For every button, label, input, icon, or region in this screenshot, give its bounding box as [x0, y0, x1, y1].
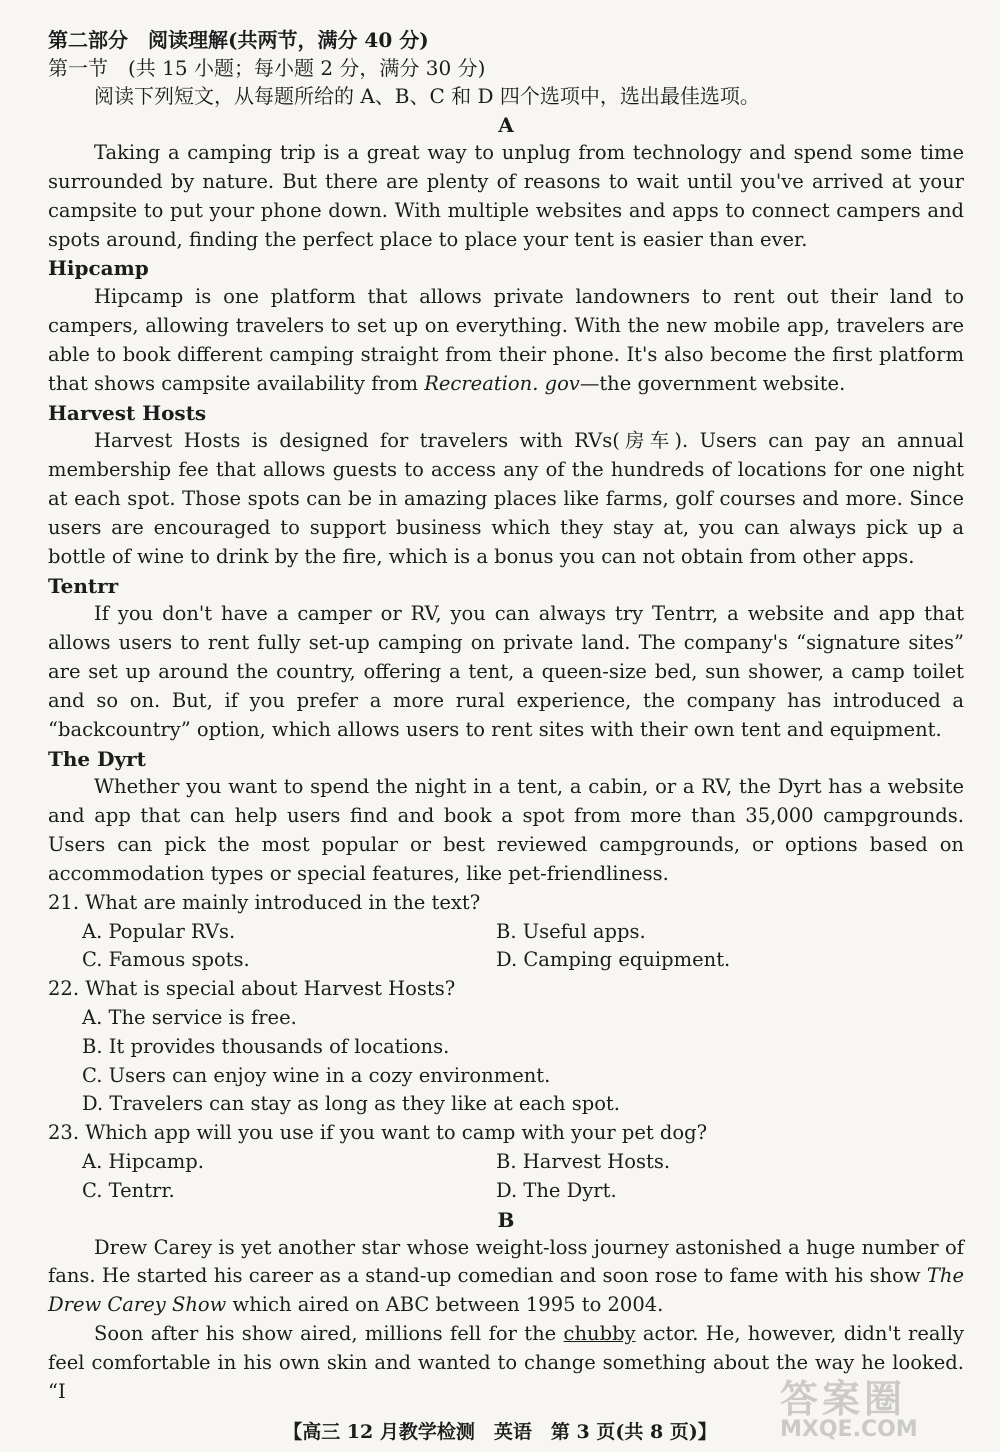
- passage-a-intro: Taking a camping trip is a great way to unplug from technology and spend some time surrounded by nature. But there are plenty of reasons to wait until you've arrived at your campsite to put your phone down. With multiple websites and apps to connect campers and spots around, finding the perfect place to place your tent is easier than ever.: [48, 141, 964, 251]
- option: A. Popular RVs.: [82, 919, 236, 943]
- instruction: 阅读下列短文，从每题所给的 A、B、C 和 D 四个选项中，选出最佳选项。: [94, 84, 760, 108]
- part-title: 第二部分 阅读理解(共两节，满分 40 分): [48, 28, 429, 52]
- question-22: 22. What is special about Harvest Hosts?: [48, 977, 456, 1001]
- option: B. Harvest Hosts.: [496, 1149, 671, 1173]
- question-21-options: [48, 918, 964, 976]
- question-22-options: [48, 1004, 964, 1119]
- option: D. Travelers can stay as long as they like at each spot.: [82, 1092, 620, 1116]
- passage-b-paragraph-1: Drew Carey is yet another star whose weight-loss journey astonished a huge number of fans. He started his career as a stand-up comedian and soon rose to fame with his show The Drew Carey Show which aired on ABC between 1995 to 2004.: [48, 1235, 964, 1317]
- question-23-options: [48, 1148, 964, 1206]
- section-heading-harvest-hosts: Harvest Hosts: [48, 400, 207, 425]
- option: B. It provides thousands of locations.: [82, 1034, 450, 1058]
- section-heading-the-dyrt: The Dyrt: [48, 746, 146, 771]
- exam-page: [48, 26, 964, 1407]
- question-21: 21. What are mainly introduced in the text?: [48, 890, 481, 914]
- passage-a-label: A: [498, 113, 514, 137]
- watermark-text: 答案圈: [780, 1377, 907, 1421]
- watermark-url: MXQE.COM: [780, 1417, 918, 1442]
- section-text-harvest-hosts: Harvest Hosts is designed for travelers with RVs(房车). Users can pay an annual membership fee that allows guests to access any of the hundreds of locations for one night at each spot. Those spots can be in amazing places like farms, golf courses and more. Since users are encouraged to support business which they stay at, you can always pick up a bottle of wine to drink by the fire, which is a bonus you can not obtain from other apps.: [48, 429, 964, 568]
- page-footer: 【高三 12 月教学检测 英语 第 3 页(共 8 页)】: [283, 1421, 717, 1443]
- section-text-tentrr: If you don't have a camper or RV, you can always try Tentrr, a website and app that allows users to rent fully set-up camping on private land. The company's “signature sites” are set up around the country, offering a tent, a queen-size bed, sun shower, a camp toilet and so on. But, if you prefer a more rural experience, the company has introduced a “backcountry” option, which allows users to rent sites with their own tent and equipment.: [48, 602, 964, 741]
- section-title: 第一节 (共 15 小题；每小题 2 分，满分 30 分): [48, 56, 486, 80]
- option: C. Tentrr.: [82, 1178, 175, 1202]
- question-23: 23. Which app will you use if you want to camp with your pet dog?: [48, 1121, 708, 1145]
- passage-b-paragraph-2: Soon after his show aired, millions fell for the chubby actor. He, however, didn't really feel comfortable in his own skin and wanted to change something about the way he looked. “I: [48, 1322, 965, 1403]
- option: B. Useful apps.: [496, 919, 646, 943]
- section-text-the-dyrt: Whether you want to spend the night in a tent, a cabin, or a RV, the Dyrt has a website and app that can help users find and book a spot from more than 35,000 campgrounds. Users can pick the most popular or best reviewed campgrounds, or options based on accommodation types or special features, like pet-friendliness.: [48, 775, 964, 885]
- section-text-hipcamp: Hipcamp is one platform that allows private landowners to rent out their land to campers, allowing travelers to set up on everything. With the new mobile app, travelers are able to book different camping straight from their phone. It's also become the first platform that shows campsite availability from Recreation. gov—the government website.: [48, 285, 964, 395]
- section-heading-hipcamp: Hipcamp: [48, 256, 149, 281]
- passage-b-label: B: [497, 1207, 515, 1232]
- option: C. Users can enjoy wine in a cozy environment.: [82, 1063, 551, 1087]
- option: D. Camping equipment.: [496, 948, 731, 972]
- option: A. Hipcamp.: [82, 1149, 204, 1173]
- option: C. Famous spots.: [82, 948, 250, 972]
- option: D. The Dyrt.: [496, 1178, 617, 1202]
- section-heading-tentrr: Tentrr: [48, 573, 119, 598]
- option: A. The service is free.: [82, 1005, 297, 1029]
